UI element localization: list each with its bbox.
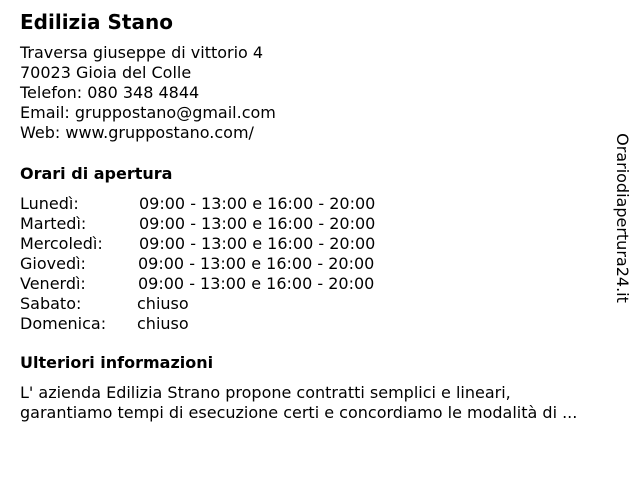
more-info-text [20,383,577,423]
hours-day: Mercoledì: [20,234,103,253]
address-line-city: 70023 Gioia del Colle [20,63,192,82]
hours-time: chiuso [137,294,189,313]
email-text[interactable]: Email: gruppostano@gmail.com [20,103,276,122]
hours-day: Lunedì: [20,194,79,213]
web-text[interactable]: Web: www.gruppostano.com/ [20,123,254,142]
hours-day: Martedì: [20,214,87,233]
hours-time: 09:00 - 13:00 e 16:00 - 20:00 [139,214,376,233]
site-watermark: Orariodiapertura24.it [613,133,632,303]
more-info-line: garantiamo tempi di esecuzione certi e concordiamo le modalità di ... [20,403,578,422]
hours-day: Sabato: [20,294,82,313]
contact-block [20,43,276,143]
hours-time: 09:00 - 13:00 e 16:00 - 20:00 [138,254,375,273]
more-info-line: L' azienda Edilizia Strano propone contratti semplici e lineari, [20,383,511,402]
business-name: Edilizia Stano [20,10,173,34]
address-line-street: Traversa giuseppe di vittorio 4 [20,43,264,62]
hours-time: 09:00 - 13:00 e 16:00 - 20:00 [139,194,376,213]
more-info-heading: Ulteriori informazioni [20,353,214,372]
hours-time: 09:00 - 13:00 e 16:00 - 20:00 [139,234,376,253]
phone-text[interactable]: Telefon: 080 348 4844 [20,83,200,102]
hours-day: Giovedì: [20,254,86,273]
hours-day: Venerdì: [20,274,86,293]
hours-time: chiuso [137,314,189,333]
opening-hours-heading: Orari di apertura [20,164,173,183]
hours-time: 09:00 - 13:00 e 16:00 - 20:00 [138,274,375,293]
hours-day: Domenica: [20,314,107,333]
